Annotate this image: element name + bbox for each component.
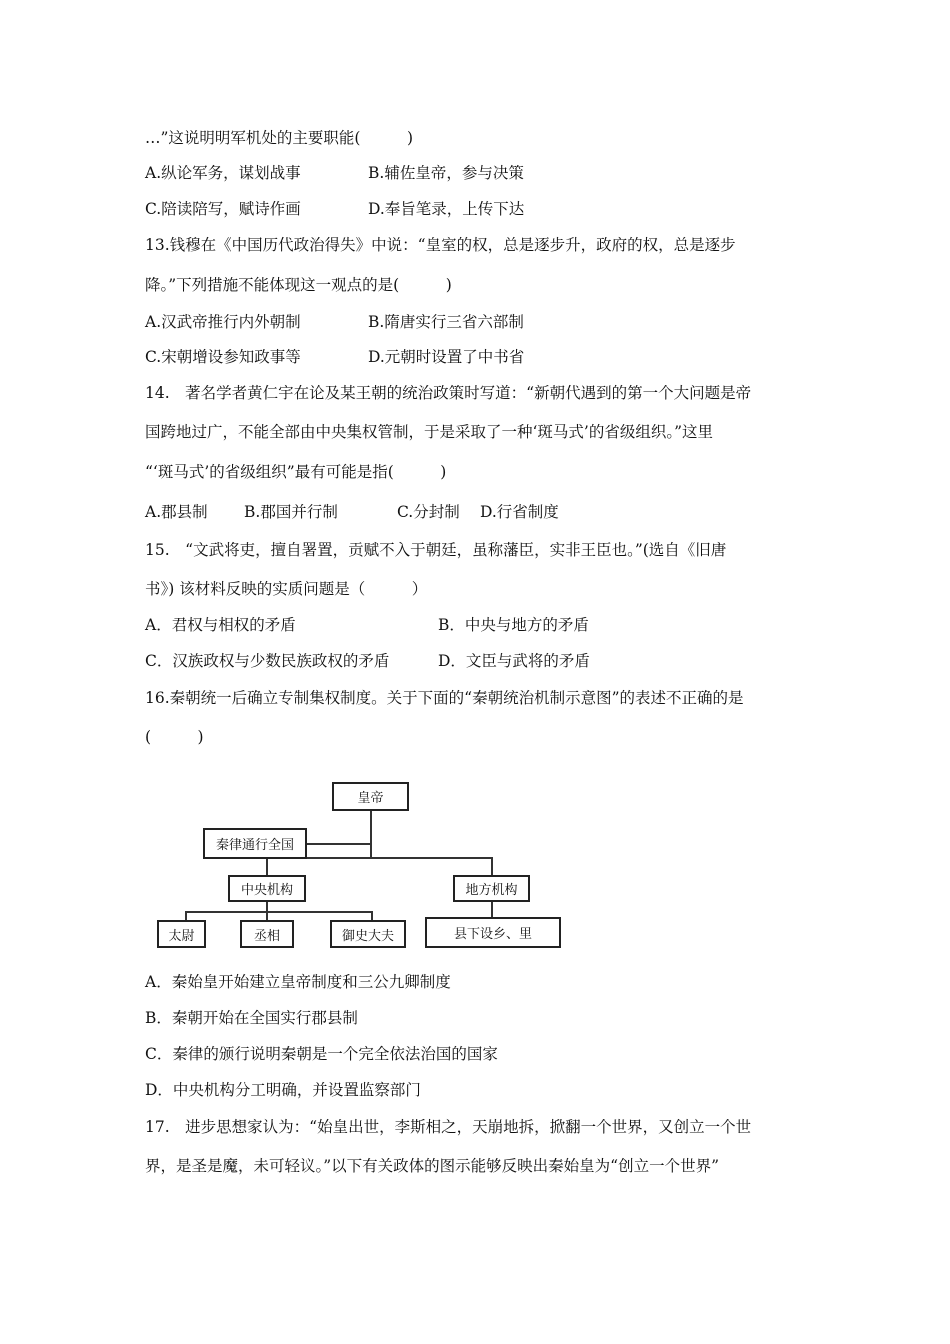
q15-option-c: C．汉族政权与少数民族政权的矛盾 — [145, 652, 390, 670]
q12-tail: …”这说明明军机处的主要职能( ) — [145, 129, 414, 147]
q14-stem-line2: 国跨地过广，不能全部由中央集权管制，于是采取了一种‘斑马式’的省级组织。”这里 — [145, 423, 714, 441]
box-central: 中央机构 — [228, 875, 306, 902]
q17-stem-line1: 17. 进步思想家认为：“始皇出世，李斯相之，天崩地拆，掀翻一个世界，又创立一个世 — [145, 1118, 752, 1136]
q13-option-b: B.隋唐实行三省六部制 — [368, 313, 524, 331]
q12-option-c: C.陪读陪写，赋诗作画 — [145, 200, 301, 218]
q15-option-d: D．文臣与武将的矛盾 — [438, 652, 590, 670]
box-county: 县下设乡、里 — [425, 917, 561, 948]
connector-county — [491, 900, 493, 918]
q15-stem-line1: 15. “文武将吏，擅自署置，贡赋不入于朝廷，虽称藩臣，实非王臣也。”(选自《旧唐 — [145, 541, 727, 559]
q16-option-d: D．中央机构分工明确，并设置监察部门 — [145, 1081, 421, 1099]
connector-emperor-down — [370, 809, 372, 858]
q16-option-c: C．秦律的颁行说明秦朝是一个完全依法治国的国家 — [145, 1045, 498, 1063]
q16-stem-line1: 16.秦朝统一后确立专制集权制度。关于下面的“秦朝统治机制示意图”的表述不正确的是 — [145, 689, 744, 707]
connector-central-split — [185, 911, 372, 913]
connector-law — [306, 843, 371, 845]
q12-option-a: A.纵论军务，谋划战事 — [145, 164, 301, 182]
q14-stem-line1: 14. 著名学者黄仁宇在论及某王朝的统治政策时写道：“新朝代遇到的第一个大问题是帝 — [145, 384, 752, 402]
q17-stem-line2: 界，是圣是魔，未可轻议。”以下有关政体的图示能够反映出秦始皇为“创立一个世界” — [145, 1157, 720, 1175]
q13-stem-line2: 降。”下列措施不能体现这一观点的是( ) — [145, 276, 452, 294]
q16-option-b: B．秦朝开始在全国实行郡县制 — [145, 1009, 358, 1027]
box-emperor: 皇帝 — [332, 782, 409, 811]
q13-option-c: C.宋朝增设参知政事等 — [145, 348, 301, 366]
connector-central — [266, 857, 268, 876]
q15-option-a: A．君权与相权的矛盾 — [145, 616, 296, 634]
box-local: 地方机构 — [453, 875, 530, 902]
q13-stem-line1: 13.钱穆在《中国历代政治得失》中说：“皇室的权，总是逐步升，政府的权，总是逐步 — [145, 236, 736, 254]
q14-option-b: B.郡国并行制 — [244, 503, 338, 521]
q12-option-b: B.辅佐皇帝，参与决策 — [368, 164, 524, 182]
q15-stem-line2: 书》) 该材料反映的实质问题是（ ） — [145, 580, 428, 598]
q16-option-a: A．秦始皇开始建立皇帝制度和三公九卿制度 — [145, 973, 451, 991]
box-chengxiang: 丞相 — [240, 920, 294, 948]
q13-option-a: A.汉武帝推行内外朝制 — [145, 313, 301, 331]
box-taiwei: 太尉 — [157, 920, 206, 948]
q12-option-d: D.奉旨笔录，上传下达 — [368, 200, 525, 218]
q14-stem-line3: “‘斑马式’的省级组织”最有可能是指( ) — [145, 463, 447, 481]
box-qin-law: 秦律通行全国 — [203, 828, 307, 859]
box-yushi-dafu: 御史大夫 — [330, 920, 406, 948]
q16-stem-line2: ( ) — [145, 728, 204, 746]
q15-option-b: B．中央与地方的矛盾 — [438, 616, 589, 634]
q14-option-d: D.行省制度 — [480, 503, 559, 521]
connector-local — [491, 857, 493, 876]
q14-option-c: C.分封制 — [397, 503, 460, 521]
q13-option-d: D.元朝时设置了中书省 — [368, 348, 525, 366]
q14-option-a: A.郡县制 — [145, 503, 208, 521]
